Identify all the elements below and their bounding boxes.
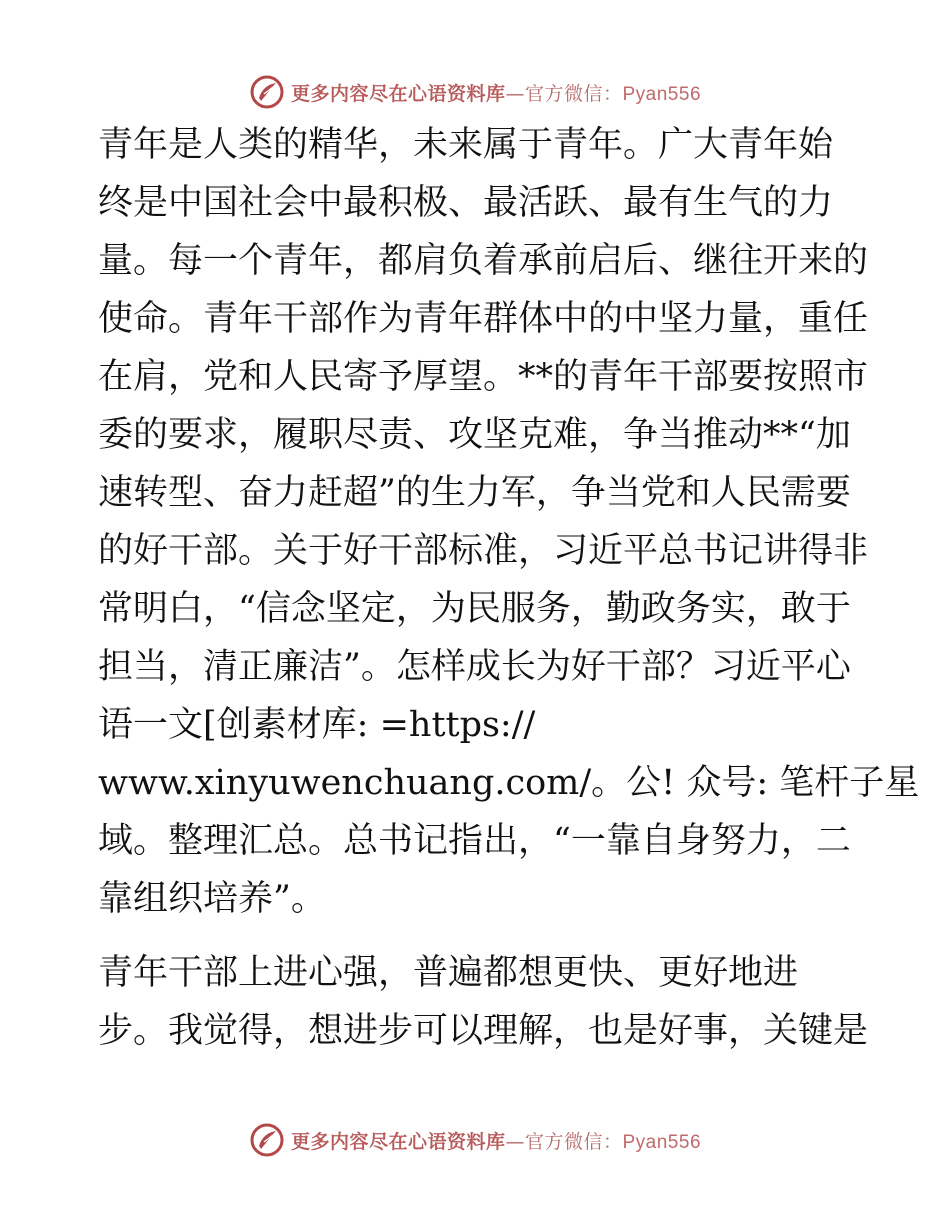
text-line: 量。每一个青年，都肩负着承前启后、继往开来的 — [98, 241, 869, 281]
red-seal-logo-icon — [249, 74, 285, 110]
footer-watermark-text — [291, 1127, 701, 1154]
text-line: 青年干部上进心强，普遍都想更快、更好地进 — [98, 953, 799, 993]
text-line: 速转型、奋力赶超”的生力军，争当党和人民需要 — [98, 473, 851, 513]
footer-main-text: 更多内容尽在心语资料库 — [290, 1130, 506, 1153]
text-line: 的好干部。关于好干部标准，习近平总书记讲得非 — [98, 531, 869, 571]
header-handle: Pyan556 — [622, 83, 702, 105]
red-seal-logo-icon — [249, 1122, 285, 1158]
paragraph-2 — [98, 944, 869, 1060]
text-line: www.xinyuwenchuang.com/。公! 众号: 笔杆子星 — [98, 763, 920, 803]
text-line: 语一文[创素材库: =https:// — [98, 705, 536, 745]
footer-watermark — [0, 1118, 950, 1162]
text-line: 担当，清正廉洁”。怎样成长为好干部？习近平心 — [98, 647, 851, 687]
text-line: 使命。青年干部作为青年群体中的中坚力量，重任 — [98, 299, 869, 339]
header-main-text: 更多内容尽在心语资料库 — [290, 82, 506, 105]
header-watermark — [0, 70, 950, 114]
footer-handle: Pyan556 — [622, 1131, 702, 1153]
paragraph-1 — [98, 116, 920, 928]
footer-label: 官方微信： — [524, 1130, 623, 1153]
text-line: 靠组织培养”。 — [98, 879, 326, 919]
document-body — [98, 116, 920, 1060]
header-watermark-text — [291, 79, 701, 106]
text-line: 委的要求，履职尽责、攻坚克难，争当推动**“加 — [98, 415, 851, 455]
header-label: 官方微信： — [524, 82, 623, 105]
header-separator: — — [505, 82, 525, 105]
text-line: 青年是人类的精华，未来属于青年。广大青年始 — [98, 125, 834, 165]
text-line: 终是中国社会中最积极、最活跃、最有生气的力 — [98, 183, 834, 223]
text-line: 步。我觉得，想进步可以理解，也是好事，关键是 — [98, 1011, 869, 1051]
text-line: 域。整理汇总。总书记指出，“一靠自身努力，二 — [98, 821, 851, 861]
footer-separator: — — [505, 1130, 525, 1153]
text-line: 在肩，党和人民寄予厚望。**的青年干部要按照市 — [98, 357, 869, 397]
text-line: 常明白，“信念坚定，为民服务，勤政务实，敢于 — [98, 589, 851, 629]
